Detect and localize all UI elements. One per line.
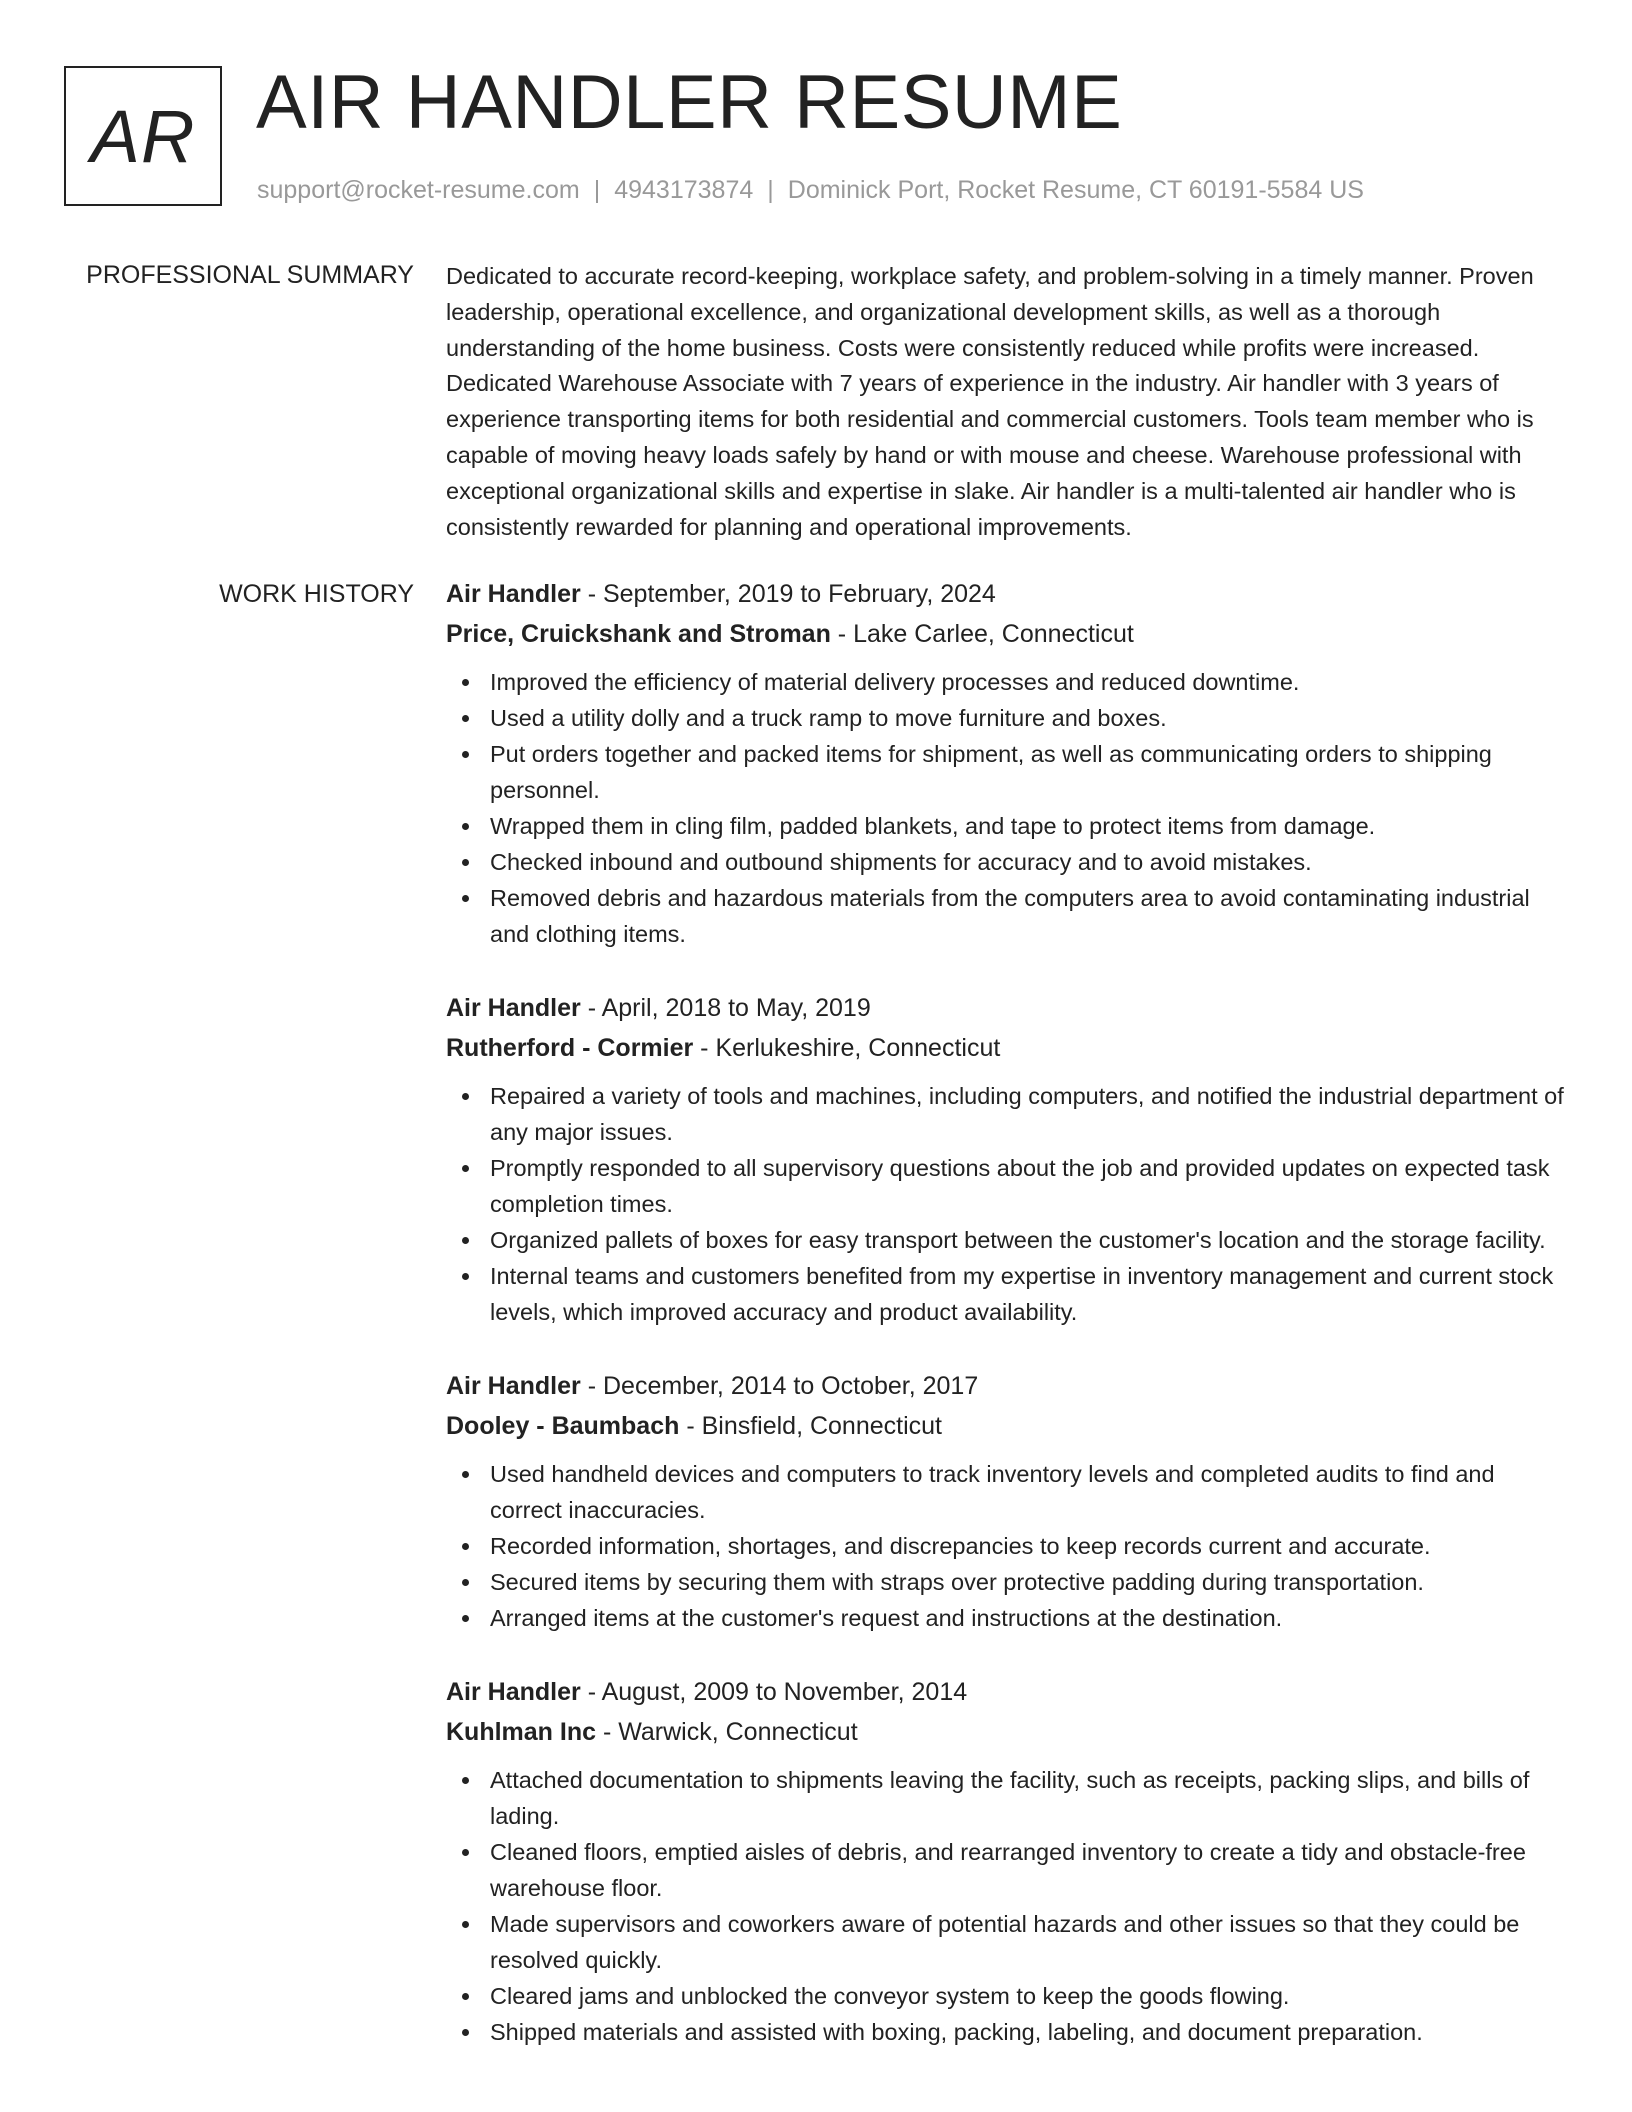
contact-separator: | bbox=[767, 176, 774, 204]
summary-body bbox=[446, 259, 1572, 545]
list-item: Promptly responded to all supervisory questions about the job and provided updates on expected task completion times. bbox=[446, 1150, 1572, 1222]
contact-separator: | bbox=[593, 176, 601, 204]
job-location: - Warwick, Connecticut bbox=[596, 1718, 858, 1746]
job-dates: - August, 2009 to November, 2014 bbox=[580, 1678, 968, 1706]
job-bullets bbox=[446, 1762, 1572, 2050]
list-item: Recorded information, shortages, and discrepancies to keep records current and accurate. bbox=[446, 1528, 1572, 1564]
job-title-line bbox=[446, 1672, 1572, 1712]
list-item: Used a utility dolly and a truck ramp to move furniture and boxes. bbox=[446, 700, 1572, 736]
job-company: Price, Cruickshank and Stroman bbox=[446, 620, 831, 648]
job-title: Air Handler bbox=[446, 580, 581, 608]
job-entry bbox=[446, 1366, 1572, 1636]
job-dates: - April, 2018 to May, 2019 bbox=[580, 994, 871, 1022]
job-dates: - September, 2019 to February, 2024 bbox=[580, 580, 996, 608]
list-item: Cleaned floors, emptied aisles of debris, and rearranged inventory to create a tidy and obstacle-free warehouse floor. bbox=[446, 1834, 1572, 1906]
job-company: Dooley - Baumbach bbox=[446, 1412, 680, 1440]
list-item: Used handheld devices and computers to track inventory levels and completed audits to find and correct inaccuracies. bbox=[446, 1456, 1572, 1528]
work-history-body bbox=[446, 574, 1572, 2086]
job-company-line bbox=[446, 1028, 1572, 1068]
job-title-line bbox=[446, 1366, 1572, 1406]
job-title: Air Handler bbox=[446, 1678, 581, 1706]
job-company-line bbox=[446, 1712, 1572, 1752]
job-bullets bbox=[446, 664, 1572, 952]
list-item: Shipped materials and assisted with boxing, packing, labeling, and document preparation. bbox=[446, 2014, 1572, 2050]
list-item: Arranged items at the customer's request and instructions at the destination. bbox=[446, 1600, 1572, 1636]
list-item: Made supervisors and coworkers aware of potential hazards and other issues so that they could be resolved quickly. bbox=[446, 1906, 1572, 1978]
job-location: - Binsfield, Connecticut bbox=[679, 1412, 942, 1440]
contact-line bbox=[257, 174, 1364, 206]
monogram-logo: AR bbox=[64, 66, 222, 206]
contact-email[interactable]: support@rocket-resume.com bbox=[257, 176, 580, 204]
summary-text: Dedicated to accurate record-keeping, workplace safety, and problem-solving in a timely manner. Proven leadership, operational excellence, and organizational development skills, as well as a thorough understanding of the home business. Costs were consistently reduced while profits were increased. Dedicated Warehouse Associate with 7 years of experience in the industry. Air handler with 3 years of experience transporting items for both residential and commercial customers. Tools team member who is capable of moving heavy loads safely by hand or with mouse and cheese. Warehouse professional with exceptional organizational skills and expertise in slake. Air handler is a multi-talented air handler who is consistently rewarded for planning and operational improvements. bbox=[446, 263, 1534, 540]
job-entry bbox=[446, 1672, 1572, 2050]
job-title-line bbox=[446, 574, 1572, 614]
job-bullets bbox=[446, 1456, 1572, 1636]
section-label-work-history: WORK HISTORY bbox=[219, 580, 414, 608]
list-item: Attached documentation to shipments leaving the facility, such as receipts, packing slips, and bills of lading. bbox=[446, 1762, 1572, 1834]
job-title: Air Handler bbox=[446, 1372, 581, 1400]
job-dates: - December, 2014 to October, 2017 bbox=[580, 1372, 979, 1400]
list-item: Checked inbound and outbound shipments for accuracy and to avoid mistakes. bbox=[446, 844, 1572, 880]
job-entry bbox=[446, 574, 1572, 952]
job-location: - Lake Carlee, Connecticut bbox=[830, 620, 1134, 648]
job-entry bbox=[446, 988, 1572, 1330]
job-title-line bbox=[446, 988, 1572, 1028]
job-company-line bbox=[446, 1406, 1572, 1446]
list-item: Wrapped them in cling film, padded blankets, and tape to protect items from damage. bbox=[446, 808, 1572, 844]
job-bullets bbox=[446, 1078, 1572, 1330]
list-item: Improved the efficiency of material delivery processes and reduced downtime. bbox=[446, 664, 1572, 700]
section-label-summary: PROFESSIONAL SUMMARY bbox=[86, 261, 414, 289]
list-item: Internal teams and customers benefited from my expertise in inventory management and current stock levels, which improved accuracy and product availability. bbox=[446, 1258, 1572, 1330]
resume-title: AIR HANDLER RESUME bbox=[256, 60, 1123, 145]
list-item: Organized pallets of boxes for easy transport between the customer's location and the storage facility. bbox=[446, 1222, 1572, 1258]
list-item: Repaired a variety of tools and machines, including computers, and notified the industrial department of any major issues. bbox=[446, 1078, 1572, 1150]
job-company: Kuhlman Inc bbox=[446, 1718, 597, 1746]
contact-address: Dominick Port, Rocket Resume, CT 60191-5584 US bbox=[787, 176, 1364, 204]
job-title: Air Handler bbox=[446, 994, 581, 1022]
job-company-line bbox=[446, 614, 1572, 654]
job-company: Rutherford - Cormier bbox=[446, 1034, 694, 1062]
list-item: Removed debris and hazardous materials from the computers area to avoid contaminating industrial and clothing items. bbox=[446, 880, 1572, 952]
contact-phone[interactable]: 4943173874 bbox=[614, 176, 754, 204]
list-item: Secured items by securing them with straps over protective padding during transportation. bbox=[446, 1564, 1572, 1600]
list-item: Put orders together and packed items for shipment, as well as communicating orders to shipping personnel. bbox=[446, 736, 1572, 808]
list-item: Cleared jams and unblocked the conveyor system to keep the goods flowing. bbox=[446, 1978, 1572, 2014]
job-location: - Kerlukeshire, Connecticut bbox=[693, 1034, 1001, 1062]
